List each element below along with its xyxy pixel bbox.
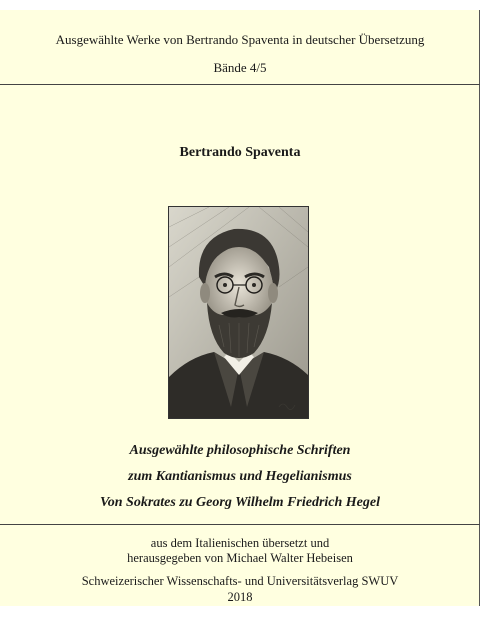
publisher-name: Schweizerischer Wissenschafts- und Universitätsverlag SWUV [81, 574, 399, 588]
author-portrait [168, 206, 309, 419]
work-title-line-3: Von Sokrates zu Georg Wilhelm Friedrich Hegel [99, 495, 381, 510]
translation-credit-line-2: herausgegeben von Michael Walter Hebeisen [127, 551, 353, 565]
work-title-line-2: zum Kantianismus und Hegelianismus [128, 469, 352, 484]
book-cover [0, 10, 480, 606]
author-name: Bertrando Spaventa [179, 145, 301, 160]
series-title: Ausgewählte Werke von Bertrando Spaventa in deutscher Übersetzung [55, 32, 425, 47]
translation-credit-line-1: aus dem Italienischen übersetzt und [150, 536, 330, 550]
portrait-engraving-icon [169, 207, 308, 418]
top-divider [0, 84, 480, 85]
series-volumes: Bände 4/5 [213, 60, 267, 75]
bottom-divider [0, 524, 480, 525]
work-title-line-1: Ausgewählte philosophische Schriften [129, 443, 351, 458]
publication-year: 2018 [227, 590, 253, 604]
